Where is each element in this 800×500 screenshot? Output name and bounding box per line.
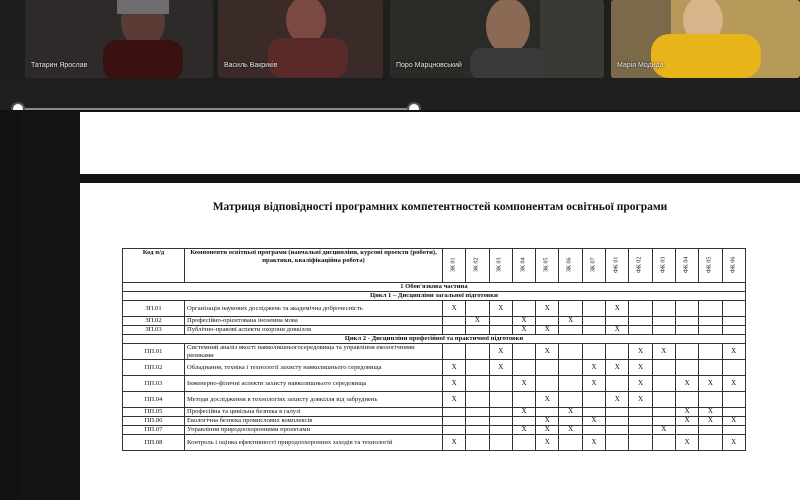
matrix-cell bbox=[582, 301, 605, 317]
row-code: ПП.04 bbox=[123, 392, 185, 408]
matrix-cell bbox=[559, 360, 582, 376]
matrix-cell: X bbox=[443, 435, 466, 451]
matrix-cell bbox=[466, 301, 489, 317]
matrix-cell: X bbox=[536, 435, 559, 451]
matrix-cell bbox=[443, 426, 466, 435]
cycle-header-label: Цикл 1 – Дисципліни загальної підготовки bbox=[123, 292, 746, 301]
matrix-cell bbox=[722, 408, 745, 417]
participant-tile[interactable] bbox=[218, 0, 383, 78]
matrix-cell bbox=[466, 408, 489, 417]
row-code: ПП.01 bbox=[123, 344, 185, 360]
header-component: Компоненти освітньої програми (навчальні дисципліни, курсові проекти (роботи), практики, кваліфікаційна робота) bbox=[185, 249, 443, 283]
matrix-cell: X bbox=[443, 392, 466, 408]
matrix-cell bbox=[582, 408, 605, 417]
row-code: ПП.06 bbox=[123, 417, 185, 426]
matrix-cell bbox=[675, 301, 698, 317]
participant-name: Марія Модида bbox=[617, 62, 664, 69]
matrix-cell bbox=[582, 344, 605, 360]
matrix-cell bbox=[652, 417, 675, 426]
row-component: Методи дослідження в технологіях захисту довкілля від забруднень bbox=[185, 392, 443, 408]
matrix-cell bbox=[489, 376, 512, 392]
table-row bbox=[123, 392, 746, 408]
matrix-cell bbox=[582, 426, 605, 435]
matrix-cell bbox=[652, 317, 675, 326]
matrix-cell bbox=[675, 326, 698, 335]
row-code: ПП.07 bbox=[123, 426, 185, 435]
matrix-cell bbox=[466, 392, 489, 408]
matrix-cell: X bbox=[536, 392, 559, 408]
matrix-cell bbox=[489, 392, 512, 408]
header-competence: ФК 03 bbox=[652, 249, 675, 283]
header-competence: ЗК 04 bbox=[512, 249, 535, 283]
matrix-cell bbox=[652, 392, 675, 408]
matrix-cell bbox=[699, 301, 722, 317]
matrix-cell: X bbox=[443, 301, 466, 317]
matrix-cell: X bbox=[489, 301, 512, 317]
matrix-cell: X bbox=[512, 426, 535, 435]
matrix-cell bbox=[652, 301, 675, 317]
matrix-cell: X bbox=[699, 408, 722, 417]
matrix-cell: X bbox=[443, 376, 466, 392]
matrix-cell: X bbox=[699, 417, 722, 426]
document-page-previous bbox=[80, 112, 800, 174]
row-component: Інженерно-фізичні аспекти захисту навколишнього середовища bbox=[185, 376, 443, 392]
matrix-cell bbox=[489, 326, 512, 335]
header-competence: ФК 04 bbox=[675, 249, 698, 283]
matrix-cell bbox=[606, 417, 629, 426]
matrix-cell bbox=[629, 301, 652, 317]
matrix-cell bbox=[536, 317, 559, 326]
matrix-cell bbox=[536, 408, 559, 417]
matrix-cell bbox=[536, 360, 559, 376]
row-code: ЗП.03 bbox=[123, 326, 185, 335]
matrix-cell bbox=[443, 344, 466, 360]
matrix-cell: X bbox=[582, 376, 605, 392]
matrix-cell bbox=[629, 435, 652, 451]
matrix-cell bbox=[699, 435, 722, 451]
matrix-cell bbox=[722, 326, 745, 335]
row-code: ЗП.02 bbox=[123, 317, 185, 326]
matrix-cell bbox=[582, 392, 605, 408]
cycle-header-label: Цикл 2 - Дисципліни професійної та практичної підготовки bbox=[123, 335, 746, 344]
matrix-cell bbox=[536, 376, 559, 392]
matrix-cell: X bbox=[559, 408, 582, 417]
participant-name: Поро Марцновський bbox=[396, 62, 462, 69]
matrix-cell bbox=[466, 435, 489, 451]
matrix-cell bbox=[699, 344, 722, 360]
matrix-cell: X bbox=[606, 392, 629, 408]
matrix-cell bbox=[489, 408, 512, 417]
matrix-cell: X bbox=[559, 426, 582, 435]
matrix-cell: X bbox=[536, 417, 559, 426]
matrix-cell bbox=[466, 417, 489, 426]
matrix-cell: X bbox=[722, 376, 745, 392]
matrix-cell: X bbox=[606, 326, 629, 335]
row-code: ПП.03 bbox=[123, 376, 185, 392]
matrix-cell bbox=[652, 376, 675, 392]
table-header-row bbox=[123, 249, 746, 283]
matrix-cell bbox=[629, 426, 652, 435]
matrix-cell: X bbox=[466, 317, 489, 326]
matrix-cell: X bbox=[629, 344, 652, 360]
toolbar-band bbox=[0, 80, 800, 108]
table-row bbox=[123, 408, 746, 417]
participant-name: Василь Вакрикiв bbox=[224, 62, 278, 69]
matrix-cell: X bbox=[489, 360, 512, 376]
matrix-cell: X bbox=[699, 376, 722, 392]
matrix-cell bbox=[606, 376, 629, 392]
matrix-cell: X bbox=[582, 435, 605, 451]
matrix-cell bbox=[489, 426, 512, 435]
row-code: ПП.05 bbox=[123, 408, 185, 417]
matrix-cell bbox=[629, 317, 652, 326]
matrix-cell bbox=[606, 426, 629, 435]
matrix-cell bbox=[489, 435, 512, 451]
matrix-cell bbox=[512, 435, 535, 451]
matrix-cell: X bbox=[536, 344, 559, 360]
table-row bbox=[123, 376, 746, 392]
matrix-cell: X bbox=[582, 360, 605, 376]
matrix-cell: X bbox=[652, 426, 675, 435]
participant-name: Татарин Ярослав bbox=[31, 62, 88, 69]
matrix-cell: X bbox=[675, 376, 698, 392]
matrix-cell: X bbox=[443, 360, 466, 376]
matrix-cell bbox=[466, 426, 489, 435]
header-competence: ЗК 01 bbox=[443, 249, 466, 283]
matrix-cell bbox=[699, 426, 722, 435]
row-code: ПП.08 bbox=[123, 435, 185, 451]
row-component: Управління природоохоронними проектами bbox=[185, 426, 443, 435]
table-row bbox=[123, 435, 746, 451]
matrix-cell bbox=[675, 360, 698, 376]
matrix-cell bbox=[675, 426, 698, 435]
matrix-cell bbox=[675, 344, 698, 360]
matrix-cell bbox=[606, 317, 629, 326]
matrix-cell bbox=[629, 417, 652, 426]
matrix-cell bbox=[559, 344, 582, 360]
matrix-cell bbox=[512, 360, 535, 376]
header-competence: ФК 02 bbox=[629, 249, 652, 283]
header-competence: ЗК 03 bbox=[489, 249, 512, 283]
matrix-cell: X bbox=[675, 408, 698, 417]
matrix-cell: X bbox=[512, 376, 535, 392]
participant-tile[interactable] bbox=[390, 0, 604, 78]
matrix-cell: X bbox=[489, 344, 512, 360]
matrix-cell bbox=[652, 408, 675, 417]
matrix-cell bbox=[722, 392, 745, 408]
matrix-cell: X bbox=[652, 344, 675, 360]
matrix-cell: X bbox=[675, 417, 698, 426]
header-competence: ЗК 05 bbox=[536, 249, 559, 283]
matrix-cell bbox=[512, 417, 535, 426]
participant-tile[interactable] bbox=[25, 0, 213, 78]
header-competence: ЗК 06 bbox=[559, 249, 582, 283]
header-competence: ФК 01 bbox=[606, 249, 629, 283]
matrix-cell bbox=[652, 435, 675, 451]
matrix-cell bbox=[722, 301, 745, 317]
matrix-cell bbox=[489, 417, 512, 426]
matrix-cell bbox=[675, 392, 698, 408]
cycle-header bbox=[123, 335, 746, 344]
matrix-cell bbox=[443, 417, 466, 426]
row-component: Системний аналіз якості навколишньогосередовища та управління екологічними ризиками bbox=[185, 344, 443, 360]
matrix-cell: X bbox=[606, 360, 629, 376]
matrix-cell bbox=[582, 317, 605, 326]
row-component: Організація наукових досліджень та академічна доброчесність bbox=[185, 301, 443, 317]
matrix-cell: X bbox=[536, 301, 559, 317]
matrix-cell bbox=[675, 317, 698, 326]
header-competence: ЗК 02 bbox=[466, 249, 489, 283]
row-component: Контроль і оцінка ефективності природоохоронних заходів та технологій bbox=[185, 435, 443, 451]
table-row bbox=[123, 301, 746, 317]
matrix-cell bbox=[606, 408, 629, 417]
header-code: Код н/д bbox=[123, 249, 185, 283]
matrix-cell bbox=[443, 317, 466, 326]
matrix-cell bbox=[722, 426, 745, 435]
table-body bbox=[123, 283, 746, 451]
matrix-cell bbox=[466, 376, 489, 392]
matrix-cell bbox=[722, 360, 745, 376]
matrix-cell bbox=[466, 344, 489, 360]
header-competence: ФК 06 bbox=[722, 249, 745, 283]
matrix-cell: X bbox=[582, 417, 605, 426]
matrix-cell bbox=[722, 317, 745, 326]
matrix-cell bbox=[559, 326, 582, 335]
matrix-cell bbox=[559, 435, 582, 451]
matrix-cell: X bbox=[722, 344, 745, 360]
matrix-cell bbox=[582, 326, 605, 335]
row-component: Обладнання, техніка і технології захисту навколишнього середовища bbox=[185, 360, 443, 376]
row-code: ЗП.01 bbox=[123, 301, 185, 317]
header-competence: ЗК 07 bbox=[582, 249, 605, 283]
matrix-cell bbox=[512, 301, 535, 317]
matrix-cell: X bbox=[629, 392, 652, 408]
matrix-cell bbox=[699, 392, 722, 408]
row-component: Екологічна безпека промислових комплексів bbox=[185, 417, 443, 426]
row-component: Професійно-орієнтована іноземна мова bbox=[185, 317, 443, 326]
matrix-cell bbox=[559, 301, 582, 317]
matrix-cell: X bbox=[629, 360, 652, 376]
matrix-cell: X bbox=[512, 408, 535, 417]
matrix-cell bbox=[559, 376, 582, 392]
matrix-cell bbox=[699, 326, 722, 335]
part-header-label: 1 Обов'язкова частина bbox=[123, 283, 746, 292]
matrix-cell: X bbox=[536, 426, 559, 435]
table-row bbox=[123, 426, 746, 435]
matrix-cell: X bbox=[675, 435, 698, 451]
matrix-cell bbox=[489, 317, 512, 326]
matrix-cell bbox=[466, 360, 489, 376]
matrix-cell bbox=[466, 326, 489, 335]
table-row bbox=[123, 317, 746, 326]
matrix-cell bbox=[443, 326, 466, 335]
matrix-cell: X bbox=[536, 326, 559, 335]
matrix-cell bbox=[699, 360, 722, 376]
document-margin bbox=[20, 112, 80, 500]
document-title: Матриця відповідності програмних компетентностей компонентам освітньої програми bbox=[212, 201, 668, 213]
matrix-cell: X bbox=[512, 326, 535, 335]
matrix-cell: X bbox=[722, 435, 745, 451]
matrix-cell bbox=[512, 392, 535, 408]
part-header bbox=[123, 283, 746, 292]
table-row bbox=[123, 326, 746, 335]
matrix-cell: X bbox=[559, 317, 582, 326]
participants-strip bbox=[0, 0, 800, 80]
matrix-cell: X bbox=[722, 417, 745, 426]
matrix-cell bbox=[443, 408, 466, 417]
competence-matrix-table bbox=[122, 248, 746, 451]
matrix-cell bbox=[559, 417, 582, 426]
table-row bbox=[123, 360, 746, 376]
matrix-cell bbox=[606, 344, 629, 360]
matrix-cell bbox=[606, 435, 629, 451]
row-component: Професійна та цивільна безпека в галузі bbox=[185, 408, 443, 417]
matrix-cell bbox=[512, 344, 535, 360]
row-component: Публічно-правові аспекти охорони довкілля bbox=[185, 326, 443, 335]
matrix-cell bbox=[559, 392, 582, 408]
matrix-cell bbox=[652, 326, 675, 335]
matrix-cell bbox=[699, 317, 722, 326]
cycle-header bbox=[123, 292, 746, 301]
matrix-cell bbox=[652, 360, 675, 376]
header-competence: ФК 05 bbox=[699, 249, 722, 283]
table-row bbox=[123, 344, 746, 360]
table-row bbox=[123, 417, 746, 426]
matrix-cell: X bbox=[512, 317, 535, 326]
participant-tile[interactable] bbox=[611, 0, 800, 78]
matrix-cell bbox=[629, 326, 652, 335]
matrix-cell bbox=[629, 408, 652, 417]
matrix-cell: X bbox=[606, 301, 629, 317]
row-code: ПП.02 bbox=[123, 360, 185, 376]
matrix-cell: X bbox=[629, 376, 652, 392]
